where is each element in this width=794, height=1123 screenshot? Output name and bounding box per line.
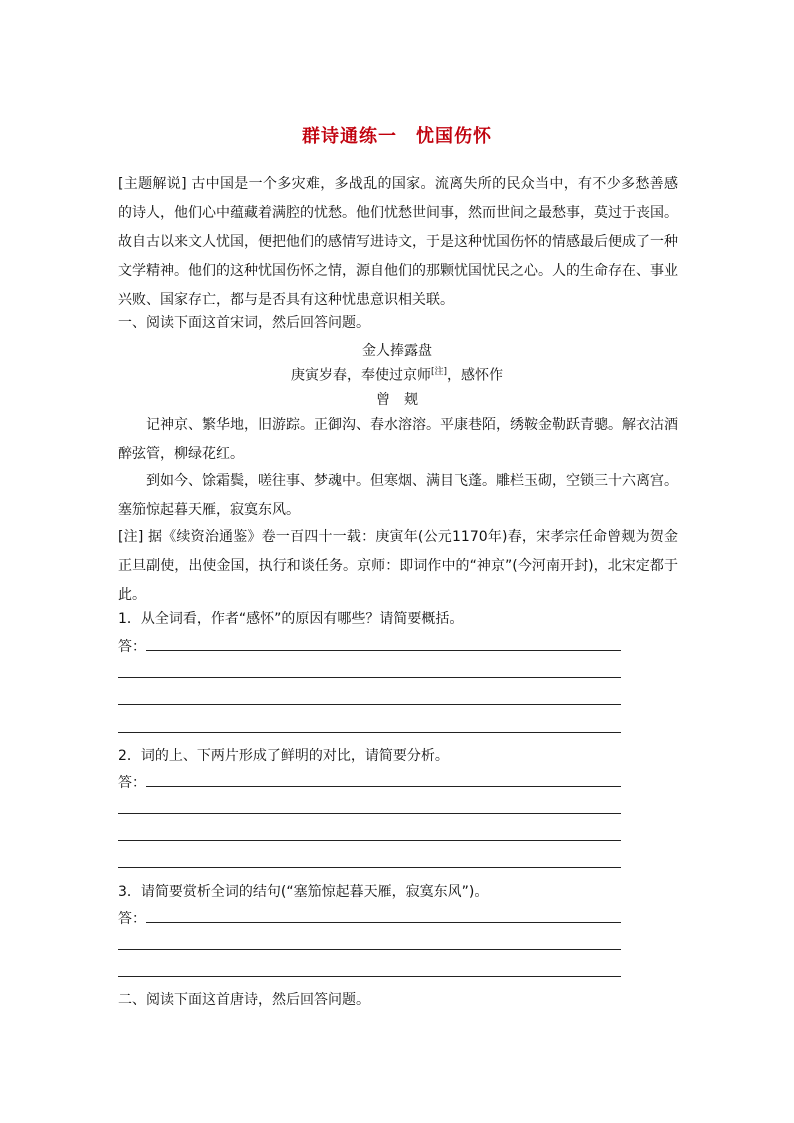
answer-line[interactable] xyxy=(146,650,621,651)
answer-line[interactable] xyxy=(118,704,621,705)
poem-stanza-2: 到如今、馀霜鬓，嗟往事、梦魂中。但寒烟、满目飞蓬。雕栏玉砌，空锁三十六离宫。塞笳惊起暮天雁，寂寞东风。 xyxy=(118,473,678,518)
note-marker: [注] xyxy=(430,367,448,377)
answer-line[interactable] xyxy=(118,867,621,868)
theme-intro xyxy=(118,170,678,315)
answer-line[interactable] xyxy=(118,949,621,950)
answer-line[interactable] xyxy=(118,840,621,841)
annotation-tag: [注] xyxy=(118,529,144,545)
page-title: 群诗通练一 忧国伤怀 xyxy=(302,126,492,147)
answer-line[interactable] xyxy=(118,677,621,678)
theme-intro-text: 古中国是一个多灾难，多战乱的国家。流离失所的民众当中，有不少多愁善感的诗人，他们心中蕴藏着满腔的忧愁。他们忧愁世间事，然而世间之最愁事，莫过于丧国。故自古以来文人忧国，便把他们的感情写进诗文，于是这种忧国伤怀的情感最后便成了一种文学精神。他们的这种忧国伤怀之情，源自他们的那颗忧国忧民之心。人的生命存在、事业兴败、国家存亡，都与是否具有这种忧患意识相关联。 xyxy=(118,176,678,308)
answer-label-1: 答： xyxy=(118,639,146,655)
poem-author: 曾 觌 xyxy=(376,392,418,408)
poem-subtitle-end: ，感怀作 xyxy=(447,367,504,384)
poem-subtitle xyxy=(0,364,794,385)
question-1: 1．从全词看，作者“感怀”的原因有哪些？请简要概括。 xyxy=(118,611,464,627)
answer-line[interactable] xyxy=(118,732,621,733)
annotation xyxy=(118,523,678,610)
answer-line[interactable] xyxy=(146,922,621,923)
annotation-text: 据《续资治通鉴》卷一百四十一载：庚寅年(公元1170年)春，宋孝宗任命曾觌为贺金正旦副使，出使金国，执行和谈任务。京师：即词作中的“神京”(今河南开封)，北宋定都于此。 xyxy=(118,529,678,603)
answer-line[interactable] xyxy=(118,813,621,814)
question-2: 2．词的上、下两片形成了鲜明的对比，请简要分析。 xyxy=(118,748,449,764)
answer-line[interactable] xyxy=(118,976,621,977)
answer-line[interactable] xyxy=(146,786,621,787)
question-3: 3．请简要赏析全词的结句(“塞笳惊起暮天雁，寂寞东风”)。 xyxy=(118,884,489,900)
section-1-heading: 一、阅读下面这首宋词，然后回答问题。 xyxy=(118,315,370,331)
poem-title: 金人捧露盘 xyxy=(362,343,432,359)
poem-stanza-1: 记神京、繁华地，旧游踪。正御沟、春水溶溶。平康巷陌，绣鞍金勒跃青骢。解衣沽酒醉弦管，柳绿花红。 xyxy=(118,417,678,462)
poem-subtitle-text: 庚寅岁春，奉使过京师 xyxy=(290,367,431,384)
theme-intro-tag: [主题解说] xyxy=(118,176,187,192)
section-2-heading: 二、阅读下面这首唐诗，然后回答问题。 xyxy=(118,992,370,1008)
answer-label-2: 答： xyxy=(118,775,146,791)
answer-label-3: 答： xyxy=(118,911,146,927)
